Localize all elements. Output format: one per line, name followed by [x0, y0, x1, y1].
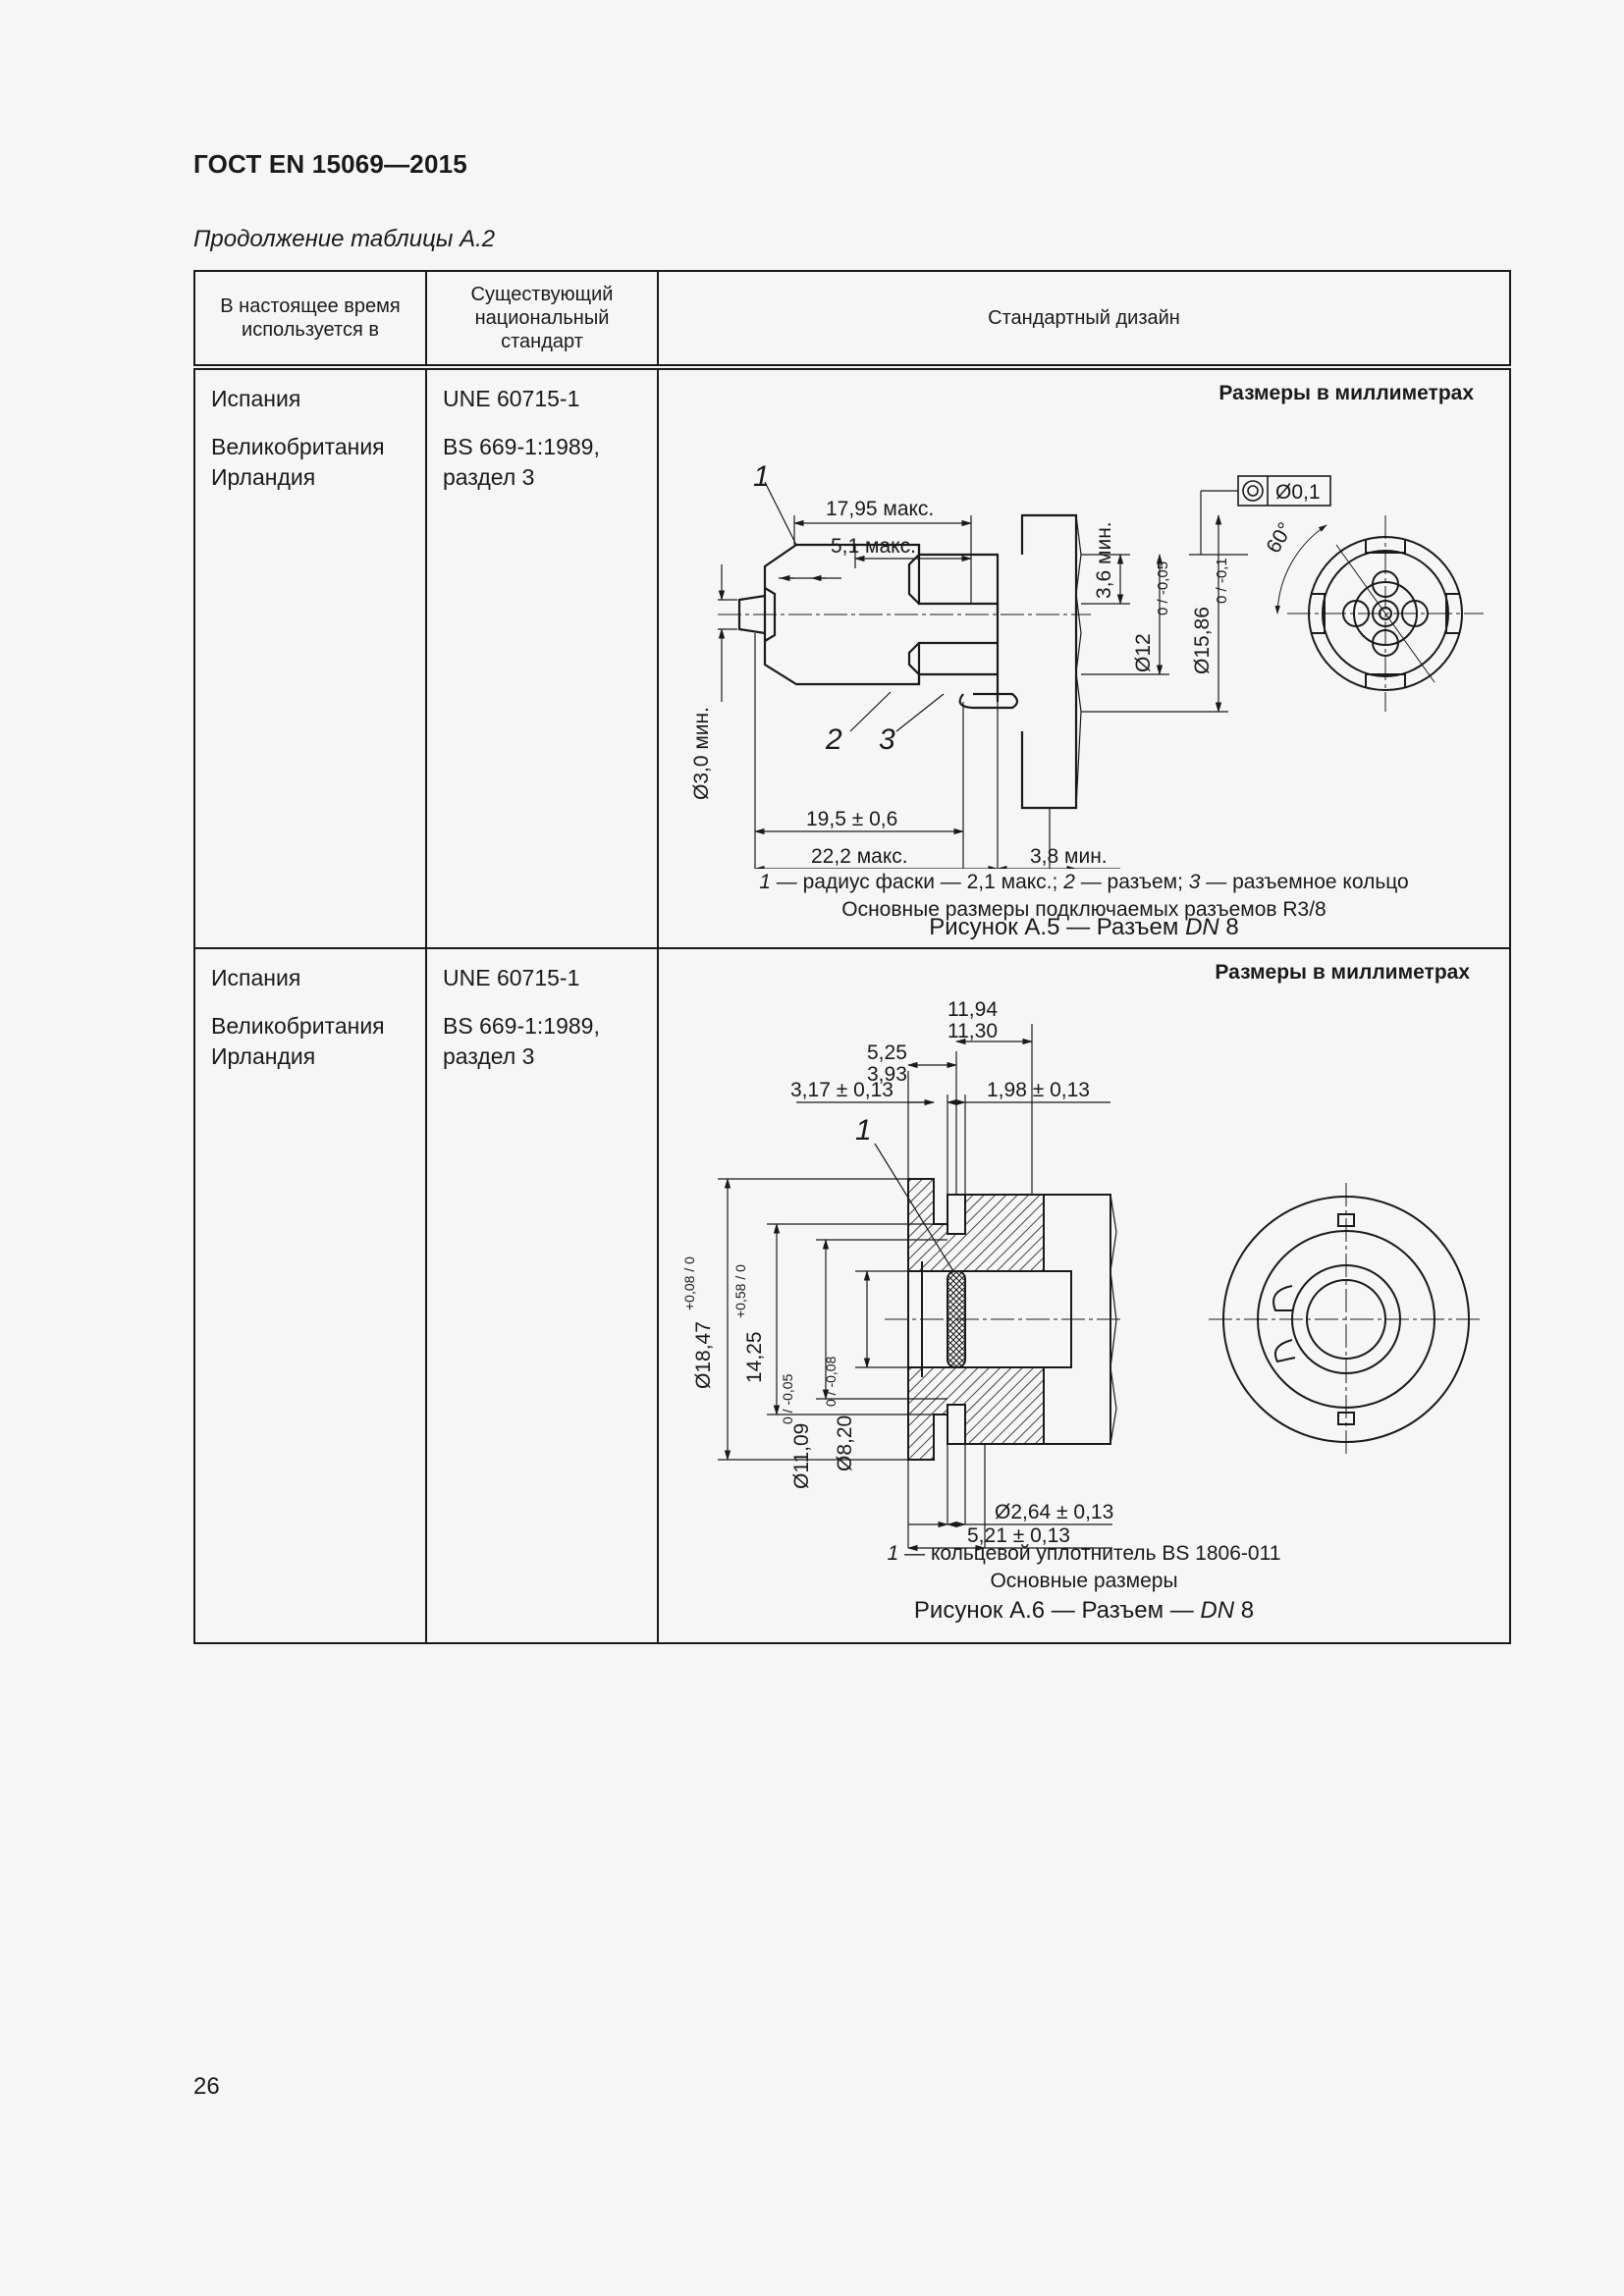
figure-a5-drawing: [659, 407, 1509, 869]
dim-18-47: Ø18,47: [692, 1321, 715, 1389]
figure-a6-note: Основные размеры: [990, 1570, 1178, 1592]
dim-3-0: Ø3,0 мин.: [690, 707, 713, 800]
document-title: ГОСТ EN 15069—2015: [193, 149, 467, 179]
tol-8-20: 0 / -0,08: [823, 1356, 839, 1407]
cell-countries: [194, 948, 426, 1643]
country-uk-ireland: Великобритания Ирландия: [211, 1013, 385, 1069]
dim-3-6: 3,6 мин.: [1093, 521, 1115, 599]
table-header-row: [194, 271, 1510, 367]
dim-3-8: 3,8 мин.: [1030, 845, 1108, 868]
angle-60: 60°: [1262, 518, 1298, 558]
column-header-standard-design: Стандартный дизайн: [658, 271, 1510, 367]
table-row: [194, 367, 1510, 948]
dim-11-30: 11,30: [947, 1020, 998, 1042]
figure-a6-title: Рисунок А.6 — Разъем — DN 8: [913, 1597, 1255, 1624]
dim-11-94: 11,94: [947, 998, 998, 1021]
figure-a6-legend: 1 — кольцевой уплотнитель BS 1806-011 Основные размеры: [887, 1542, 1281, 1592]
callout-1: 1: [753, 460, 770, 493]
dim-3-93: 3,93: [867, 1063, 907, 1086]
table-row: [194, 948, 1510, 1643]
callout-1: 1: [855, 1114, 872, 1147]
units-note: Размеры в миллиметрах: [1215, 961, 1470, 984]
standard-une: UNE 60715-1: [443, 386, 580, 411]
tol-15-86: 0 / -0,1: [1214, 558, 1230, 604]
standard-bs: BS 669-1:1989, раздел 3: [443, 434, 600, 490]
units-note: Размеры в миллиметрах: [1218, 382, 1474, 404]
dim-5-1: 5,1 макс.: [831, 535, 916, 558]
dim-11-09: Ø11,09: [790, 1422, 813, 1489]
tol-14-25: +0,58 / 0: [732, 1264, 748, 1318]
page-number: 26: [193, 2073, 220, 2100]
dim-5-25: 5,25: [867, 1041, 907, 1064]
dim-15-86: Ø15,86: [1191, 607, 1214, 674]
standards-table: [193, 270, 1511, 1644]
cell-countries: [194, 367, 426, 948]
cell-design-dn8-a5: [658, 367, 1510, 948]
column-header-used-in: В настоящее время используется в: [194, 271, 426, 367]
dim-2-64: Ø2,64 ± 0,13: [995, 1501, 1114, 1523]
dim-5-21: 5,21 ± 0,13: [967, 1524, 1070, 1547]
figure-a5-legend: 1 — радиус фаски — 2,1 макс.; 2 — разъем; 3 — разъемное кольцо Основные размеры подключаемых разъемов R3/8: [759, 871, 1409, 921]
dim-12: Ø12: [1132, 633, 1155, 672]
callout-2: 2: [826, 723, 842, 756]
concentricity-value: Ø0,1: [1275, 481, 1321, 504]
dim-8-20: Ø8,20: [834, 1415, 856, 1471]
tol-11-09: 0 / -0,05: [780, 1373, 795, 1424]
tol-18-47: +0,08 / 0: [681, 1256, 697, 1310]
country-spain: Испания: [211, 965, 301, 990]
cell-standards: [426, 367, 658, 948]
dim-3-17: 3,17 ± 0,13: [790, 1079, 893, 1101]
dim-22-2: 22,2 макс.: [811, 845, 908, 868]
country-uk-ireland: Великобритания Ирландия: [211, 434, 385, 490]
table-caption: Продолжение таблицы А.2: [193, 226, 496, 252]
column-header-national-standard: Существующий национальный стандарт: [426, 271, 658, 367]
figure-a6-drawing: [659, 987, 1509, 1556]
standard-une: UNE 60715-1: [443, 965, 580, 990]
country-spain: Испания: [211, 386, 301, 411]
tol-12: 0 / -0,05: [1155, 561, 1171, 615]
dim-1-98: 1,98 ± 0,13: [987, 1079, 1090, 1101]
dim-17-95: 17,95 макс.: [826, 498, 935, 520]
figure-a5-note: Основные размеры подключаемых разъемов R3/8: [841, 898, 1326, 921]
cell-design-dn8-a6: [658, 948, 1510, 1643]
callout-3: 3: [879, 723, 895, 756]
dim-14-25: 14,25: [743, 1331, 766, 1383]
standard-bs: BS 669-1:1989, раздел 3: [443, 1013, 600, 1069]
cell-standards: [426, 948, 658, 1643]
figure-a5-title: Рисунок А.5 — Разъем DN 8: [929, 914, 1239, 940]
dim-19-5: 19,5 ± 0,6: [806, 808, 898, 830]
